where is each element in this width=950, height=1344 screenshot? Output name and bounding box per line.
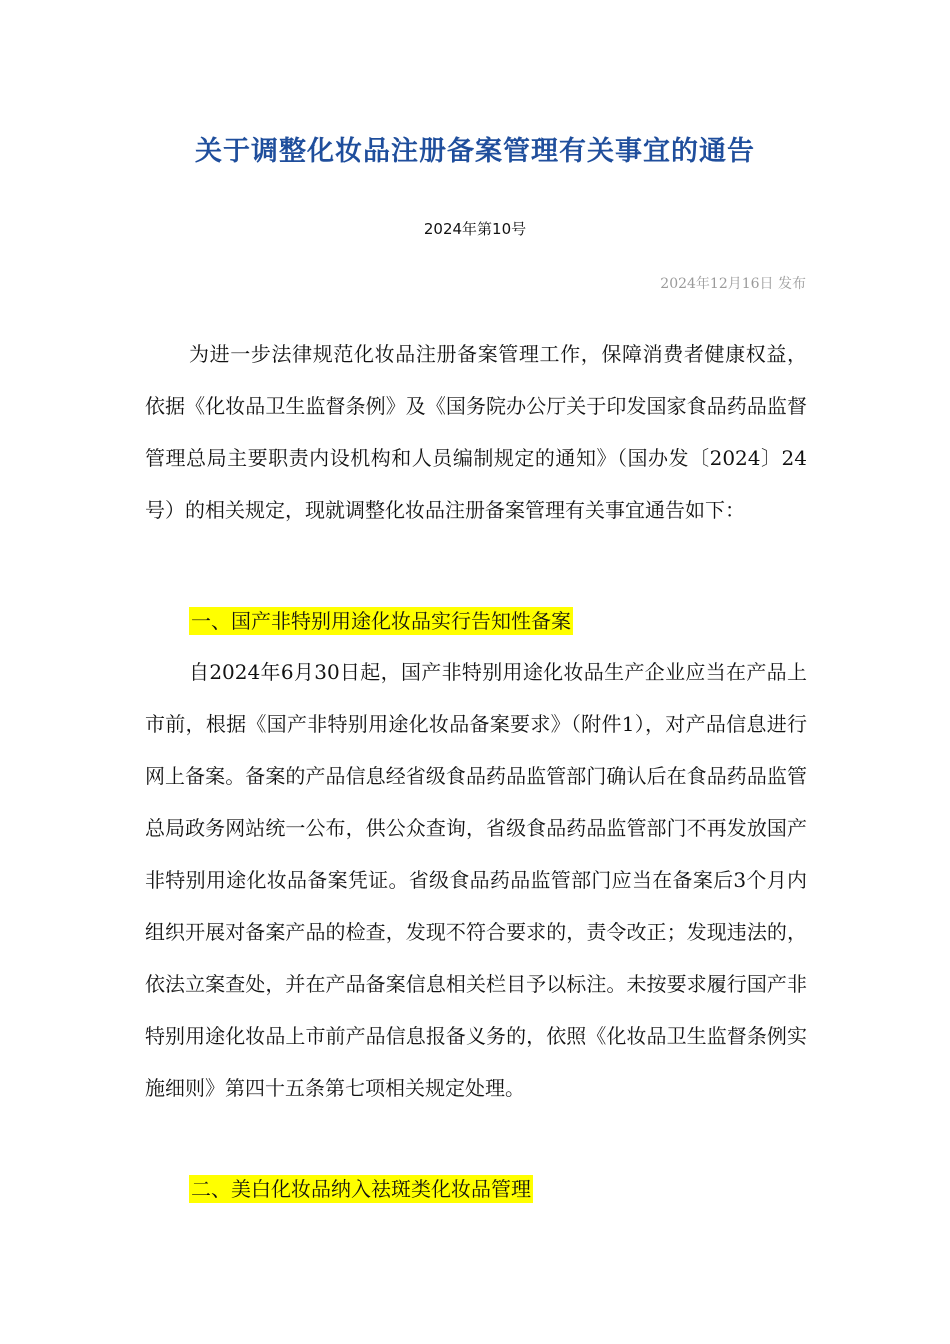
document-number: 2024年第10号 [423, 220, 527, 238]
page-title: 关于调整化妆品注册备案管理有关事宜的通告 [195, 136, 755, 167]
section-body-1: 自2024年6月30日起，国产非特别用途化妆品生产企业应当在产品上市前，根据《国产非特别用途化妆品备案要求》（附件1），对产品信息进行网上备案。备案的产品信息经省级食品药品监管部门确认后在食品药品监管总局政务网站统一公布，供公众查询，省级食品药品监管部门不再发放国产非特别用途化妆品备案凭证。省级食品药品监管部门应当在备案后3个月内组织开展对备案产品的检查，发现不符合要求的，责令改正；发现违法的，依法立案查处，并在产品备案信息相关栏目予以标注。未按要求履行国产非特别用途化妆品上市前产品信息报备义务的，依照《化妆品卫生监督条例实施细则》第四十五条第七项相关规定处理。 [145, 660, 807, 1100]
section-heading-2: 二、美白化妆品纳入祛斑类化妆品管理 [191, 1177, 531, 1201]
publish-date: 2024年12月16日 发布 [660, 276, 806, 292]
section-heading-1: 一、国产非特别用途化妆品实行告知性备案 [191, 609, 571, 633]
intro-paragraph: 为进一步法律规范化妆品注册备案管理工作，保障消费者健康权益，依据《化妆品卫生监督条例》及《国务院办公厅关于印发国家食品药品监督管理总局主要职责内设机构和人员编制规定的通知》（国办发〔2024〕24号）的相关规定，现就调整化妆品注册备案管理有关事宜通告如下： [145, 342, 807, 522]
